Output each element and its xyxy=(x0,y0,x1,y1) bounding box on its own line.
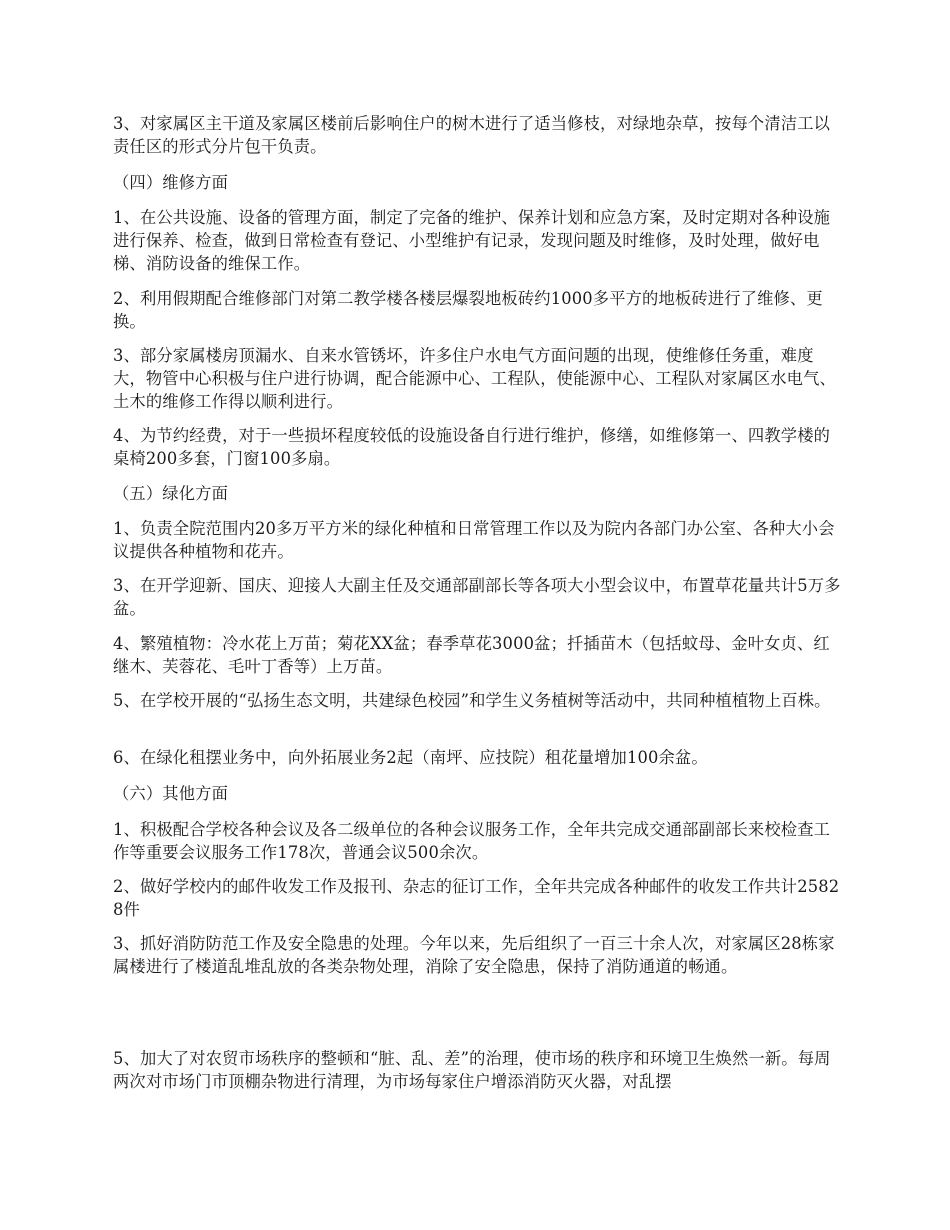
paragraph-fire-safety: 3、抓好消防防范工作及安全隐患的处理。今年以来，先后组织了一百三十余人次，对家属区28栋家属楼进行了楼道乱堆乱放的各类杂物处理，消除了安全隐患，保持了消防通道的畅通。 xyxy=(113,934,835,976)
paragraph-facility-management: 1、在公共设施、设备的管理方面，制定了完备的维护、保养计划和应急方案，及时定期对各种设施进行保养、检查，做到日常检查有登记、小型维护有记录，发现问题及时维修，及时处理，做好电梯、消防设备的维保工作。 xyxy=(113,208,831,273)
section-heading-greening: （五）绿化方面 xyxy=(113,484,229,503)
paragraph-mail-service: 2、做好学校内的邮件收发工作及报刊、杂志的征订工作，全年共完成各种邮件的收发工作共计25828件 xyxy=(113,877,840,919)
paragraph-market-order: 5、加大了对农贸市场秩序的整顿和“脏、乱、差”的治理，使市场的秩序和环境卫生焕然一新。每周两次对市场门市顶棚杂物进行清理，为市场每家住户增添消防灭火器，对乱摆 xyxy=(113,1049,831,1091)
paragraph-greening-scope: 1、负责全院范围内20多万平方米的绿化种植和日常管理工作以及为院内各部门办公室、各种大小会议提供各种植物和花卉。 xyxy=(113,519,835,561)
paragraph-roof-leaks: 3、部分家属楼房顶漏水、自来水管锈坏，许多住户水电气方面问题的出现，使维修任务重，难度大，物管中心积极与住户进行协调，配合能源中心、工程队，使能源中心、工程队对家属区水电气、土木的维修工作得以顺利进行。 xyxy=(113,346,836,411)
section-heading-other: （六）其他方面 xyxy=(113,784,229,803)
paragraph-meeting-service: 1、积极配合学校各种会议及各二级单位的各种会议服务工作，全年共完成交通部副部长来校检查工作等重要会议服务工作178次，普通会议500余次。 xyxy=(113,820,831,862)
section-heading-maintenance: （四）维修方面 xyxy=(113,173,229,192)
paragraph-floor-tiles: 2、利用假期配合维修部门对第二教学楼各楼层爆裂地板砖约1000多平方的地板砖进行了维修、更换。 xyxy=(113,289,823,331)
paragraph-meeting-flowers: 3、在开学迎新、国庆、迎接人大副主任及交通部副部长等各项大小型会议中，布置草花量共计5万多盆。 xyxy=(113,576,841,618)
paragraph-greenery-pruning: 3、对家属区主干道及家属区楼前后影响住户的树木进行了适当修枝，对绿地杂草，按每个清洁工以责任区的形式分片包干负责。 xyxy=(113,114,831,156)
paragraph-plant-propagation: 4、繁殖植物：冷水花上万苗；菊花XX盆；春季草花3000盆；扦插苗木（包括蚊母、金叶女贞、红继木、芙蓉花、毛叶丁香等）上万苗。 xyxy=(113,634,830,676)
paragraph-flower-rental: 6、在绿化租摆业务中，向外拓展业务2起（南坪、应技院）租花量增加100余盆。 xyxy=(113,748,708,767)
paragraph-tree-planting: 5、在学校开展的“弘扬生态文明，共建绿色校园”和学生义务植树等活动中，共同种植植物上百株。 xyxy=(113,691,831,710)
paragraph-self-repair: 4、为节约经费，对于一些损坏程度较低的设施设备自行进行维护，修缮，如维修第一、四教学楼的桌椅200多套，门窗100多扇。 xyxy=(113,426,831,468)
